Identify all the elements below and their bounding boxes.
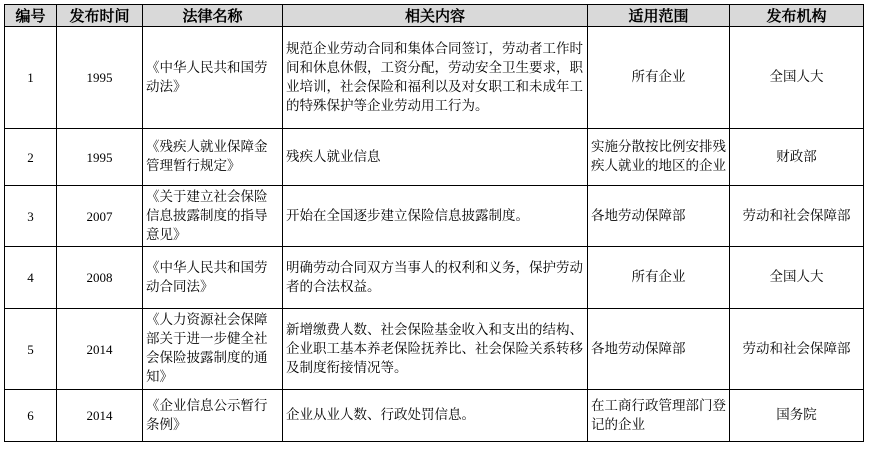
cell-scope: 所有企业 (588, 247, 730, 309)
table-row (5, 186, 864, 247)
cell-law: 《企业信息公示暂行条例》 (143, 390, 283, 442)
table-row (5, 309, 864, 390)
table-row (5, 129, 864, 186)
cell-year: 2014 (57, 309, 143, 390)
table-row (5, 390, 864, 442)
cell-id: 5 (5, 309, 57, 390)
cell-law: 《中华人民共和国劳动法》 (143, 27, 283, 129)
cell-year: 2007 (57, 186, 143, 247)
header-row (5, 5, 864, 27)
cell-issuer: 全国人大 (730, 27, 864, 129)
table-row (5, 247, 864, 309)
cell-content: 开始在全国逐步建立保险信息披露制度。 (283, 186, 588, 247)
cell-scope: 在工商行政管理部门登记的企业 (588, 390, 730, 442)
cell-content: 企业从业人数、行政处罚信息。 (283, 390, 588, 442)
header-scope: 适用范围 (588, 5, 730, 27)
table-row (5, 27, 864, 129)
cell-id: 6 (5, 390, 57, 442)
cell-scope: 实施分散按比例安排残疾人就业的地区的企业 (588, 129, 730, 186)
labor-law-table (4, 4, 864, 442)
cell-id: 3 (5, 186, 57, 247)
cell-year: 2008 (57, 247, 143, 309)
cell-scope: 各地劳动保障部 (588, 309, 730, 390)
header-id: 编号 (5, 5, 57, 27)
cell-issuer: 劳动和社会保障部 (730, 309, 864, 390)
cell-scope: 所有企业 (588, 27, 730, 129)
header-year: 发布时间 (57, 5, 143, 27)
cell-law: 《关于建立社会保险信息披露制度的指导意见》 (143, 186, 283, 247)
cell-id: 4 (5, 247, 57, 309)
cell-issuer: 劳动和社会保障部 (730, 186, 864, 247)
cell-issuer: 国务院 (730, 390, 864, 442)
cell-year: 2014 (57, 390, 143, 442)
cell-law: 《残疾人就业保障金管理暂行规定》 (143, 129, 283, 186)
cell-law: 《中华人民共和国劳动合同法》 (143, 247, 283, 309)
cell-content: 残疾人就业信息 (283, 129, 588, 186)
cell-law: 《人力资源社会保障部关于进一步健全社会保险披露制度的通知》 (143, 309, 283, 390)
cell-issuer: 财政部 (730, 129, 864, 186)
cell-scope: 各地劳动保障部 (588, 186, 730, 247)
header-law: 法律名称 (143, 5, 283, 27)
document-page (4, 4, 864, 442)
cell-content: 新增缴费人数、社会保险基金收入和支出的结构、企业职工基本养老保险抚养比、社会保险关系转移及制度衔接情况等。 (283, 309, 588, 390)
cell-issuer: 全国人大 (730, 247, 864, 309)
cell-content: 明确劳动合同双方当事人的权利和义务，保护劳动者的合法权益。 (283, 247, 588, 309)
cell-id: 2 (5, 129, 57, 186)
header-issuer: 发布机构 (730, 5, 864, 27)
cell-id: 1 (5, 27, 57, 129)
cell-year: 1995 (57, 129, 143, 186)
cell-content: 规范企业劳动合同和集体合同签订，劳动者工作时间和休息休假，工资分配，劳动安全卫生要求，职业培训，社会保险和福利以及对女职工和未成年工的特殊保护等企业劳动用工行为。 (283, 27, 588, 129)
header-content: 相关内容 (283, 5, 588, 27)
cell-year: 1995 (57, 27, 143, 129)
